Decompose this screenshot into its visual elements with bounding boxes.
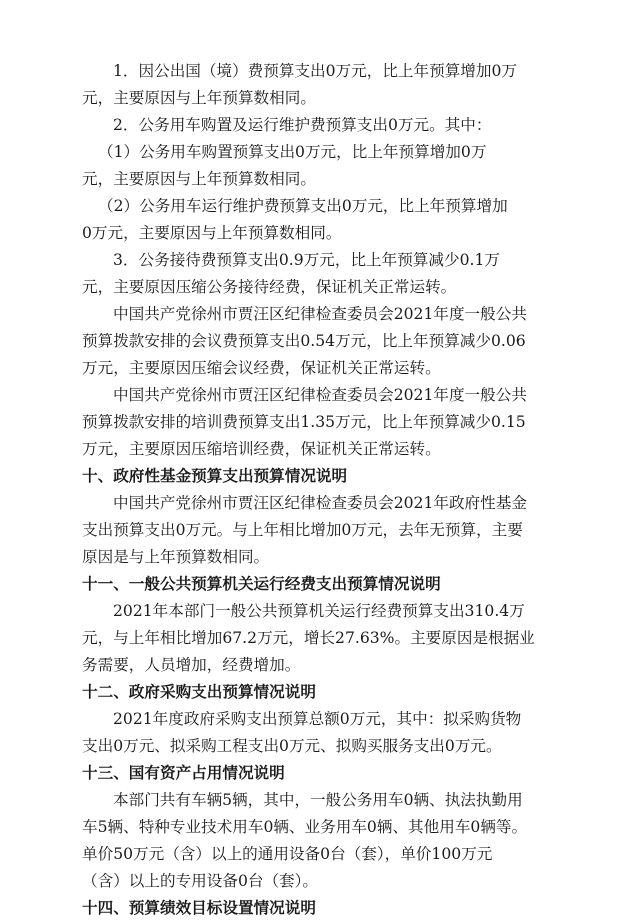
document-page: [82, 58, 549, 922]
para-2-line-1: 2．公务用车购置及运行维护费预算支出0万元。其中：: [113, 116, 492, 134]
section-heading-11: 十一、一般公共预算机关运行经费支出预算情况说明: [82, 575, 441, 593]
section-heading-12: 十二、政府采购支出预算情况说明: [82, 683, 316, 701]
para-3-line-1: 3．公务接待费预算支出0.9万元，比上年预算减少0.1万: [113, 251, 500, 269]
para-training-line-2: 预算拨款安排的培训费预算支出1.35万元，比上年预算减少0.15: [82, 413, 526, 431]
para-12-line-2: 支出0万元、拟采购工程支出0万元、拟购买服务支出0万元。: [82, 737, 502, 755]
para-13-line-4: （含）以上的专用设备0台（套）。: [82, 872, 319, 890]
para-2b-line-2: 0万元，主要原因与上年预算数相同。: [82, 224, 342, 242]
para-2b-line-1: （2）公务用车运行维护费预算支出0万元，比上年预算增加: [98, 197, 508, 215]
section-heading-14: 十四、预算绩效目标设置情况说明: [82, 899, 316, 917]
para-training-line-3: 万元，主要原因压缩培训经费，保证机关正常运转。: [82, 440, 441, 458]
para-11-line-1: 2021年本部门一般公共预算机关运行经费预算支出310.4万: [113, 602, 525, 620]
para-2a-line-2: 元，主要原因与上年预算数相同。: [82, 170, 316, 188]
para-meeting-line-3: 万元，主要原因压缩会议经费，保证机关正常运转。: [82, 359, 441, 377]
para-1-line-2: 元，主要原因与上年预算数相同。: [82, 89, 316, 107]
para-meeting-line-2: 预算拨款安排的会议费预算支出0.54万元，比上年预算减少0.06: [82, 332, 526, 350]
para-2a-line-1: （1）公务用车购置预算支出0万元，比上年预算增加0万: [98, 143, 487, 161]
para-10-line-1: 中国共产党徐州市贾汪区纪律检查委员会2021年政府性基金: [113, 494, 527, 512]
para-3-line-2: 元，主要原因压缩公务接待经费，保证机关正常运转。: [82, 278, 457, 296]
section-heading-13: 十三、国有资产占用情况说明: [82, 764, 285, 782]
para-13-line-3: 单价50万元（含）以上的通用设备0台（套），单价100万元: [82, 845, 493, 863]
para-13-line-1: 本部门共有车辆5辆，其中，一般公务用车0辆、执法执勤用: [113, 791, 523, 809]
para-13-line-2: 车5辆、特种专业技术用车0辆、业务用车0辆、其他用车0辆等。: [82, 818, 528, 836]
para-training-line-1: 中国共产党徐州市贾汪区纪律检查委员会2021年度一般公共: [113, 386, 527, 404]
para-11-line-2: 元，与上年相比增加67.2万元，增长27.63%。主要原因是根据业: [82, 629, 535, 647]
section-heading-10: 十、政府性基金预算支出预算情况说明: [82, 467, 348, 485]
para-11-line-3: 务需要，人员增加，经费增加。: [82, 656, 301, 674]
para-1-line-1: 1．因公出国（境）费预算支出0万元，比上年预算增加0万: [113, 62, 518, 80]
para-10-line-2: 支出预算支出0万元。与上年相比增加0万元，去年无预算，主要: [82, 521, 523, 539]
para-10-line-3: 原因是与上年预算数相同。: [82, 548, 270, 566]
para-meeting-line-1: 中国共产党徐州市贾汪区纪律检查委员会2021年度一般公共: [113, 305, 527, 323]
para-12-line-1: 2021年度政府采购支出预算总额0万元，其中：拟采购货物: [113, 710, 522, 728]
